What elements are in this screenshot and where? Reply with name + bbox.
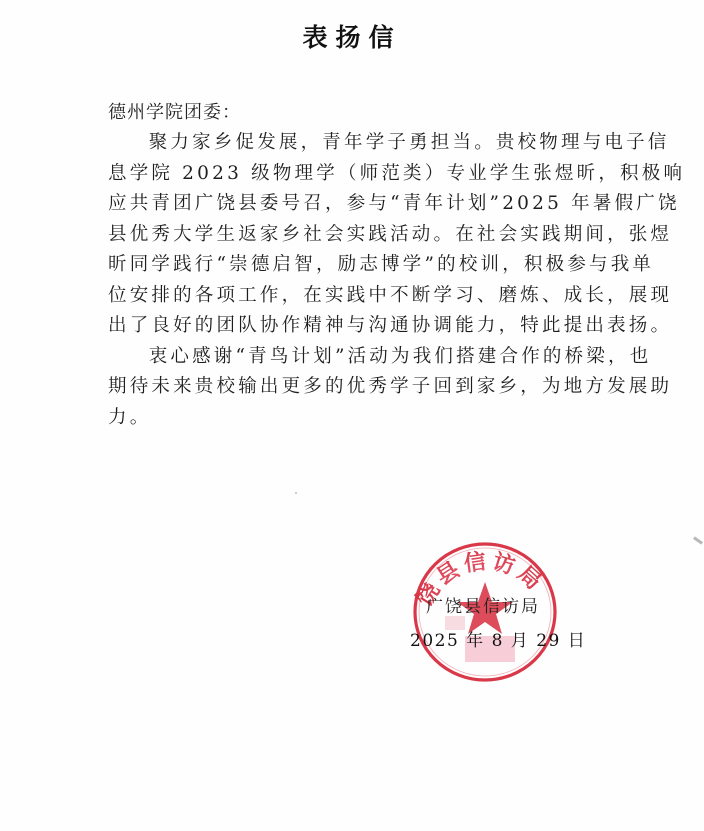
text-line: 期待未来贵校输出更多的优秀学子回到家乡，为地方发展助 (108, 376, 673, 397)
paragraph-1 (108, 128, 686, 342)
salutation: 德州学院团委： (108, 102, 241, 123)
issue-date: 2025 年 8 月 29 日 (410, 631, 587, 651)
text-line: 息学院 2023 级物理学（师范类）专业学生张煜昕，积极响 (108, 162, 686, 184)
letter-body (108, 128, 686, 433)
text-line: 昕同学践行“崇德启智，励志博学”的校训，积极参与我单 (108, 254, 655, 275)
scan-speck (295, 492, 297, 494)
text-line: 聚力家乡促发展，青年学子勇担当。贵校物理与电子信 (148, 132, 670, 153)
svg-text:饶县信访局: 饶县信访局 (412, 548, 549, 611)
issuer-signature: 广饶县信访局 (426, 597, 540, 617)
text-line: 应共青团广饶县委号召，参与“青年计划”2025 年暑假广饶 (108, 193, 680, 214)
text-line: 位安排的各项工作，在实践中不断学习、磨炼、成长，展现 (108, 284, 673, 306)
paragraph-2 (108, 342, 673, 434)
document-title: 表扬信 (302, 23, 402, 52)
text-line: 出了良好的团队协作精神与沟通协调能力，特此提出表扬。 (108, 315, 673, 336)
scan-mark (693, 536, 703, 544)
text-line: 衷心感谢“青鸟计划”活动为我们搭建合作的桥梁，也 (148, 345, 652, 367)
text-line: 县优秀大学生返家乡社会实践活动。在社会实践期间，张煜 (108, 223, 673, 245)
text-line: 力。 (108, 406, 152, 428)
